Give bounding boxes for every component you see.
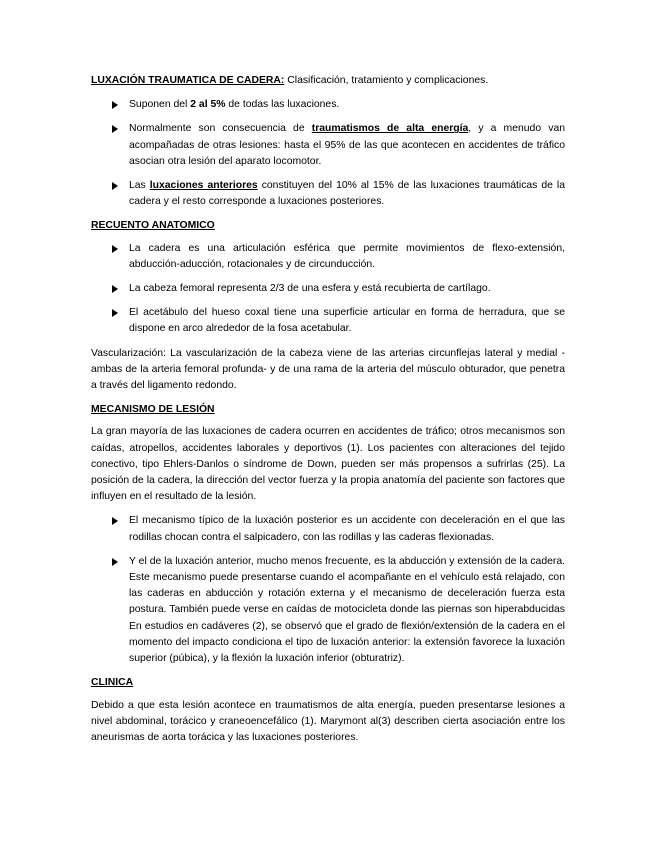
triangle-bullet-icon xyxy=(112,285,118,293)
triangle-bullet-icon xyxy=(112,125,118,133)
list-item xyxy=(91,121,565,170)
bullet-bold-text: traumatismos de alta energía xyxy=(311,123,469,135)
list-item xyxy=(91,554,565,667)
triangle-bullet-icon xyxy=(112,558,118,566)
list-item xyxy=(91,305,565,337)
triangle-bullet-icon xyxy=(112,245,118,253)
bullet-text: Suponen del xyxy=(129,99,191,111)
document-page xyxy=(91,73,565,754)
mechanism-paragraph: La gran mayoría de las luxaciones de cadera ocurren en accidentes de tráfico; otros mecanismos son caídas, atropellos, accidentes laborales y deportivos (1). Los pacientes con alteraciones del tejido conectivo, tipo Ehlers-Danlos o síndrome de Down, pueden ser más propensos a sufrirlas (25). La posición de la cadera, la dirección del vector fuerza y la propia anatomía del paciente son factores que influyen en el resultado de la lesión. xyxy=(91,426,565,503)
bullet-text: La cabeza femoral representa 2/3 de una esfera y está recubierta de cartílago. xyxy=(129,283,491,295)
bullet-text: constituyen del 10% al 15% de las luxaciones traumáticas de la cadera y el resto corresponde a luxaciones posteriores. xyxy=(129,180,566,208)
section-heading-row xyxy=(91,402,565,418)
section-heading-row xyxy=(91,218,565,234)
bullet-text: Y el de la luxación anterior, mucho menos frecuente, es la abducción y extensión de la cadera. Este mecanismo puede presentarse cuando el acompañante en el vehículo está relajado, con las caderas en abducción y rotación externa y el mecanismo de deceleración fuerza esta postura. También puede verse en caídas de motocicleta donde las piernas son hiperabducidas En estudios en cadáveres (2), se observó que el grado de flexión/extensión de la cadera en el momento del impacto condiciona el tipo de luxación anterior: la extensión favorece la luxación superior (púbica), y la flexión la luxación inferior (obturatriz). xyxy=(129,555,565,665)
vascularization-paragraph: Vascularización: La vascularización de la cabeza viene de las arterias circunflejas lateral y medial -ambas de la arteria femoral profunda- y de una rama de la arteria del músculo obturador, que penetra a través del ligamento redondo. xyxy=(91,347,565,392)
mechanism-bullet-list xyxy=(91,513,565,667)
bullet-text: El mecanismo típico de la luxación posterior es un accidente con deceleración en el que las rodillas chocan contra el salpicadero, con las rodillas y las caderas flexionadas. xyxy=(129,515,565,543)
section-heading: RECUENTO ANATOMICO xyxy=(91,220,215,232)
list-item xyxy=(91,281,565,297)
bullet-text: La cadera es una articulación esférica que permite movimientos de flexo-extensión, abducción-aducción, rotacionales y de circunducción. xyxy=(129,242,565,270)
bullet-bold-text: 2 al 5% xyxy=(190,99,226,111)
bullet-text: El acetábulo del hueso coxal tiene una superficie articular en forma de herradura, que se dispone en arco alrededor de la fosa acetabular. xyxy=(129,307,565,335)
bullet-text: Las xyxy=(129,180,150,192)
section-heading: MECANISMO DE LESIÓN xyxy=(91,404,215,416)
list-item xyxy=(91,178,565,210)
section-heading: CLINICA xyxy=(91,677,134,689)
triangle-bullet-icon xyxy=(112,517,118,525)
bullet-bold-text: luxaciones anteriores xyxy=(149,180,258,192)
title-subheading: Clasificación, tratamiento y complicaciones. xyxy=(284,75,489,86)
clinical-paragraph: Debido a que esta lesión acontece en traumatismos de alta energía, pueden presentarse lesiones a nivel abdominal, torácico y craneoencefálico (1). Marymont al(3) describen cierta asociación entre los aneurismas de aorta torácica y las luxaciones posteriores. xyxy=(91,699,565,743)
list-item xyxy=(91,241,565,273)
title-heading: LUXACIÓN TRAUMATICA DE CADERA: xyxy=(91,75,285,86)
triangle-bullet-icon xyxy=(112,182,118,190)
triangle-bullet-icon xyxy=(112,101,118,109)
intro-bullet-list xyxy=(91,97,565,210)
bullet-text: , y a menudo van acompañadas de otras lesiones: hasta el 95% de las que acontecen en accidentes de tráfico asocian otra lesión del aparato locomotor. xyxy=(129,123,565,167)
triangle-bullet-icon xyxy=(112,309,118,317)
list-item xyxy=(91,97,565,113)
bullet-text: de todas las luxaciones. xyxy=(225,99,340,111)
list-item xyxy=(91,513,565,545)
bullet-text: Normalmente son consecuencia de xyxy=(129,123,312,135)
anatomy-bullet-list xyxy=(91,241,565,338)
title-line xyxy=(91,73,565,89)
section-heading-row xyxy=(91,675,565,691)
